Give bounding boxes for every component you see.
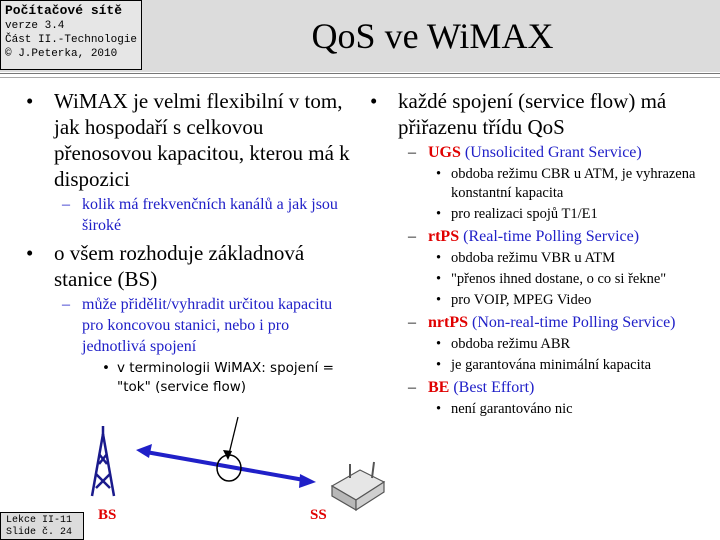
copyright-text: © J.Peterka, 2010 xyxy=(5,48,118,60)
lesson-text: Lekce II-11 xyxy=(6,515,73,526)
list-item: • obdoba režimu VBR u ATM xyxy=(432,249,715,268)
slide-header xyxy=(0,0,720,72)
slide-title: QoS ve WiMAX xyxy=(311,16,554,56)
ss-label: SS xyxy=(310,507,327,523)
class-be: – BE (Best Effort) xyxy=(408,377,715,398)
list-item: • obdoba režimu CBR u ATM, je vyhrazena konstantní kapacita xyxy=(432,165,715,203)
slide-footer xyxy=(0,512,84,540)
bullet-qos-class: • každé spojení (service flow) má přiřazenu třídu QoS xyxy=(370,88,715,140)
course-name: Počítačové sítě xyxy=(5,3,123,18)
bs-label: BS xyxy=(98,507,117,523)
subscriber-station-icon xyxy=(332,462,384,510)
list-item: • pro realizaci spojů T1/E1 xyxy=(432,205,715,224)
list-item: • není garantováno nic xyxy=(432,400,715,419)
left-column xyxy=(26,88,356,397)
course-info-box xyxy=(0,0,142,70)
base-station-tower-icon xyxy=(92,426,114,496)
class-rtps: – rtPS (Real-time Polling Service) xyxy=(408,226,715,247)
list-item: • je garantována minimální kapacita xyxy=(432,356,715,375)
class-ugs: – UGS (Unsolicited Grant Service) xyxy=(408,142,715,163)
list-item: • "přenos ihned dostane, o co si řekne" xyxy=(432,270,715,289)
bullet-flexibility: • WiMAX je velmi flexibilní v tom, jak hospodaří s celkovou přenosovou kapacitou, kterou má k dispozici xyxy=(26,88,356,192)
sub-bullet-allocation: – může přidělit/vyhradit určitou kapacitu pro koncovou stanici, nebo i pro jednotlivá spojení xyxy=(62,294,356,357)
sub-sub-bullet-terminology: • v terminologii WiMAX: spojení = "tok" (service flow) xyxy=(98,359,356,397)
class-nrtps: – nrtPS (Non-real-time Polling Service) xyxy=(408,312,715,333)
bullet-base-station: • o všem rozhoduje základnová stanice (BS) xyxy=(26,240,356,292)
network-diagram xyxy=(0,400,400,512)
part-text: Část II.-Technologie xyxy=(5,34,138,46)
slide-number: Slide č. 24 xyxy=(6,527,73,538)
version-text: verze 3.4 xyxy=(5,20,65,32)
header-rule-2 xyxy=(0,77,720,78)
right-column xyxy=(370,88,715,419)
header-rule xyxy=(0,73,720,74)
sub-bullet-channels: – kolik má frekvenčních kanálů a jak jsou široké xyxy=(62,194,356,236)
list-item: • obdoba režimu ABR xyxy=(432,335,715,354)
list-item: • pro VOIP, MPEG Video xyxy=(432,291,715,310)
